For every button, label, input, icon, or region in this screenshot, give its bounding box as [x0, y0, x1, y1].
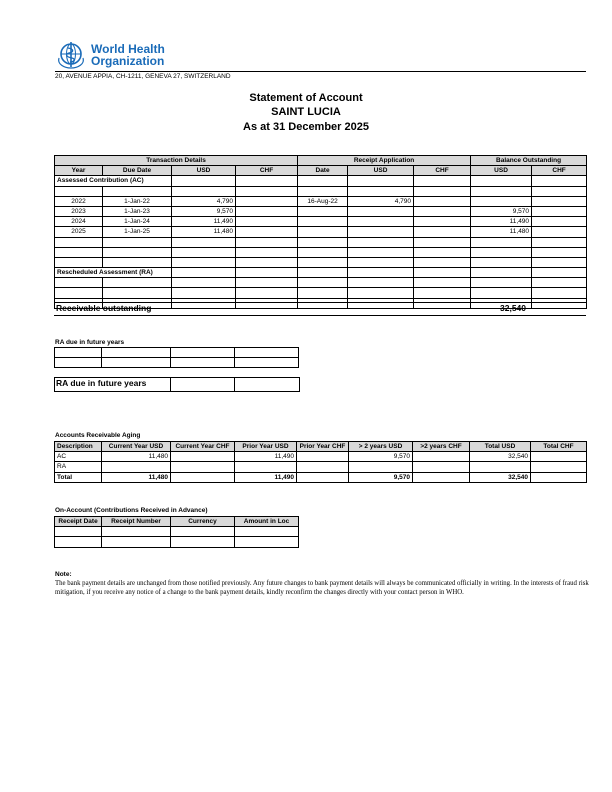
aging-total-usd: 32,540: [470, 452, 531, 462]
aging-title: Accounts Receivable Aging: [55, 432, 141, 439]
aging-row-ra: [55, 462, 587, 472]
row-due-date: 1-Jan-22: [103, 196, 172, 206]
aging-total-usd: [470, 462, 531, 472]
row-due-date: 1-Jan-25: [103, 227, 172, 237]
aging-prior-usd: [235, 462, 297, 472]
row-receipt-chf: [414, 227, 471, 237]
table-row: [55, 358, 299, 368]
aging-over2-chf: [413, 452, 470, 462]
row-balance-usd: 11,490: [471, 217, 532, 227]
aging-row-total: [55, 472, 587, 482]
receivable-outstanding-value: 32,540: [500, 303, 526, 313]
assessed-label-row: [55, 176, 587, 186]
aging-prior-chf: [297, 452, 349, 462]
spacer-row: [55, 288, 587, 298]
col-chf: CHF: [236, 166, 298, 176]
table-row: [55, 527, 299, 537]
row-balance-usd: 11,480: [471, 227, 532, 237]
table-row: [55, 206, 587, 216]
spacer-row: [55, 237, 587, 247]
aging-total-chf: [531, 472, 587, 482]
column-header-row: [55, 166, 587, 176]
row-usd: 4,790: [172, 196, 236, 206]
row-chf: [236, 217, 298, 227]
aging-desc: RA: [55, 462, 102, 472]
aging-prior-usd: 11,490: [235, 472, 297, 482]
org-name-line1: World Health: [91, 42, 165, 56]
row-year: 2025: [55, 227, 103, 237]
ra-future-total-label: RA due in future years: [56, 378, 147, 388]
note-title: Note:: [55, 571, 72, 578]
spacer-row: [55, 186, 587, 196]
rescheduled-assessment-label: Rescheduled Assessment (RA): [55, 268, 172, 278]
row-due-date: 1-Jan-23: [103, 206, 172, 216]
row-year: 2022: [55, 196, 103, 206]
row-receipt-chf: [414, 196, 471, 206]
aging-current-usd: 11,480: [102, 472, 171, 482]
spacer-row: [55, 278, 587, 288]
spacer-row: [55, 247, 587, 257]
row-receipt-date: 16-Aug-22: [298, 196, 348, 206]
col-receipt-usd: USD: [348, 166, 414, 176]
org-address: 20, AVENUE APPIA, CH-1211, GENEVA 27, SWITZERLAND: [55, 73, 231, 80]
statement-table: [54, 155, 587, 309]
col-currency: Currency: [171, 517, 235, 527]
row-year: 2023: [55, 206, 103, 216]
aging-current-usd: [102, 462, 171, 472]
row-usd: 11,480: [172, 227, 236, 237]
col-total-usd: Total USD: [470, 442, 531, 452]
aging-over2-usd: 9,570: [349, 452, 413, 462]
row-balance-chf: [532, 196, 587, 206]
assessed-contribution-label: Assessed Contribution (AC): [55, 176, 172, 186]
group-header-row: [55, 156, 587, 166]
col-receipt-date: Date: [298, 166, 348, 176]
row-chf: [236, 206, 298, 216]
org-name-line2: Organization: [91, 54, 165, 68]
statement-date: As at 31 December 2025: [243, 121, 369, 133]
row-balance-chf: [532, 217, 587, 227]
col-current-chf: Current Year CHF: [171, 442, 235, 452]
row-balance-chf: [532, 206, 587, 216]
row-receipt-date: [298, 217, 348, 227]
row-receipt-date: [298, 227, 348, 237]
aging-row-ac: [55, 452, 587, 462]
row-receipt-usd: [348, 206, 414, 216]
note-text: The bank payment details are unchanged from those notified previously. Any future changes to bank payment details will always be communicated officially in writing. In the interests of fraud risk mitigation, if you receive any notice of a change to the bank payment details, kindly reconfirm the changes directly with your contact person in WHO.: [55, 580, 589, 596]
aging-desc: AC: [55, 452, 102, 462]
rescheduled-label-row: [55, 268, 587, 278]
table-row: [55, 537, 299, 547]
table-row: [55, 217, 587, 227]
col-amount-loc: Amount in Loc: [235, 517, 299, 527]
row-balance-usd: 9,570: [471, 206, 532, 216]
aging-desc: Total: [55, 472, 102, 482]
aging-prior-usd: 11,490: [235, 452, 297, 462]
row-year: 2024: [55, 217, 103, 227]
statement-title: Statement of Account: [249, 92, 363, 104]
aging-prior-chf: [297, 462, 349, 472]
ra-future-title: RA due in future years: [55, 339, 125, 346]
row-balance-usd: [471, 196, 532, 206]
col-receipt-date: Receipt Date: [55, 517, 102, 527]
aging-table: [54, 441, 587, 483]
row-receipt-date: [298, 206, 348, 216]
col-balance-chf: CHF: [532, 166, 587, 176]
on-account-title: On-Account (Contributions Received in Advance): [55, 507, 208, 514]
aging-current-chf: [171, 462, 235, 472]
aging-current-usd: 11,480: [102, 452, 171, 462]
aging-over2-usd: 9,570: [349, 472, 413, 482]
col-over2-chf: >2 years CHF: [413, 442, 470, 452]
col-over2-usd: > 2 years USD: [349, 442, 413, 452]
spacer-row: [55, 257, 587, 267]
receivable-outstanding-label: Receivable outstanding: [56, 303, 152, 313]
row-due-date: 1-Jan-24: [103, 217, 172, 227]
row-receipt-chf: [414, 206, 471, 216]
table-row: [55, 227, 587, 237]
country-name: SAINT LUCIA: [271, 106, 341, 118]
transaction-details-header: Transaction Details: [55, 156, 298, 166]
on-account-table: [54, 516, 299, 548]
col-balance-usd: USD: [471, 166, 532, 176]
who-emblem-icon: [55, 40, 87, 70]
col-year: Year: [55, 166, 103, 176]
table-row: [55, 348, 299, 358]
aging-over2-usd: [349, 462, 413, 472]
col-receipt-number: Receipt Number: [102, 517, 171, 527]
who-logo: [55, 40, 175, 70]
col-prior-usd: Prior Year USD: [235, 442, 297, 452]
aging-header-row: [55, 442, 587, 452]
row-usd: 11,490: [172, 217, 236, 227]
col-receipt-chf: CHF: [414, 166, 471, 176]
col-prior-chf: Prior Year CHF: [297, 442, 349, 452]
balance-outstanding-header: Balance Outstanding: [471, 156, 587, 166]
row-chf: [236, 227, 298, 237]
col-current-usd: Current Year USD: [102, 442, 171, 452]
row-receipt-chf: [414, 217, 471, 227]
aging-prior-chf: [297, 472, 349, 482]
aging-total-usd: 32,540: [470, 472, 531, 482]
row-chf: [236, 196, 298, 206]
receipt-application-header: Receipt Application: [298, 156, 471, 166]
aging-current-chf: [171, 452, 235, 462]
ra-future-table: [54, 347, 299, 368]
on-account-header-row: [55, 517, 299, 527]
col-description: Description: [55, 442, 102, 452]
aging-total-chf: [531, 462, 587, 472]
col-usd: USD: [172, 166, 236, 176]
table-row: [55, 196, 587, 206]
aging-total-chf: [531, 452, 587, 462]
col-total-chf: Total CHF: [531, 442, 587, 452]
col-due-date: Due Date: [103, 166, 172, 176]
row-receipt-usd: [348, 227, 414, 237]
row-usd: 9,570: [172, 206, 236, 216]
aging-current-chf: [171, 472, 235, 482]
aging-over2-chf: [413, 462, 470, 472]
row-receipt-usd: [348, 217, 414, 227]
aging-over2-chf: [413, 472, 470, 482]
row-balance-chf: [532, 227, 587, 237]
row-receipt-usd: 4,790: [348, 196, 414, 206]
